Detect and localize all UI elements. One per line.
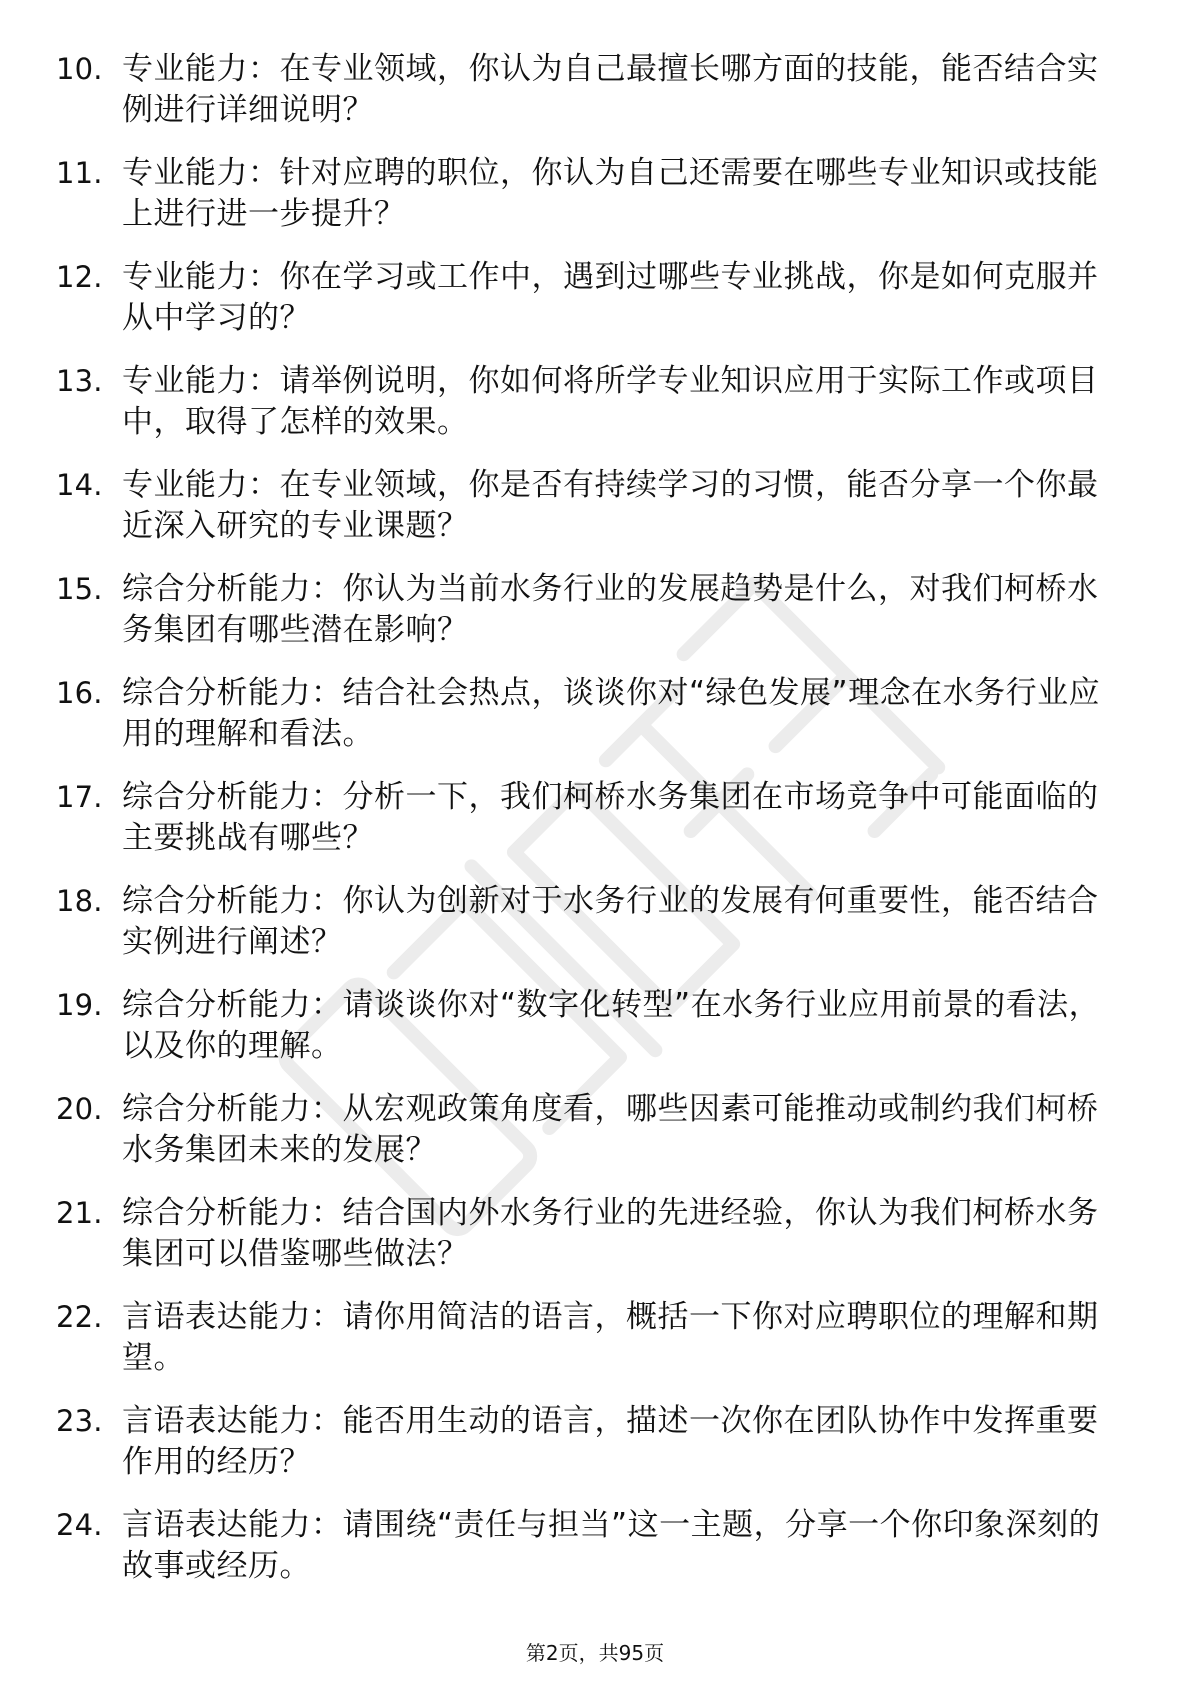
question-number: 17.	[56, 780, 103, 814]
question-number: 13.	[56, 364, 103, 398]
question-list	[56, 49, 1116, 1609]
question-item	[56, 465, 1116, 569]
question-number: 22.	[56, 1300, 103, 1334]
question-number: 24.	[56, 1508, 103, 1542]
question-number: 14.	[56, 468, 103, 502]
question-text: 综合分析能力：结合社会热点，谈谈你对“绿色发展”理念在水务行业应用的理解和看法。	[122, 675, 1101, 752]
question-number: 12.	[56, 260, 103, 294]
question-number: 16.	[56, 676, 103, 710]
question-item	[56, 1505, 1116, 1609]
question-number: 18.	[56, 884, 103, 918]
question-item	[56, 673, 1116, 777]
question-text: 综合分析能力：结合国内外水务行业的先进经验，你认为我们柯桥水务集团可以借鉴哪些做法？	[122, 1195, 1099, 1272]
question-number: 11.	[56, 156, 103, 190]
question-item	[56, 49, 1116, 153]
question-item	[56, 153, 1116, 257]
question-text: 综合分析能力：请谈谈你对“数字化转型”在水务行业应用前景的看法，以及你的理解。	[122, 987, 1101, 1064]
question-text: 言语表达能力：能否用生动的语言，描述一次你在团队协作中发挥重要作用的经历？	[122, 1403, 1099, 1480]
question-number: 19.	[56, 988, 103, 1022]
question-text: 综合分析能力：你认为当前水务行业的发展趋势是什么，对我们柯桥水务集团有哪些潜在影响？	[122, 571, 1099, 648]
question-text: 专业能力：针对应聘的职位，你认为自己还需要在哪些专业知识或技能上进行进一步提升？	[122, 155, 1099, 232]
question-text: 言语表达能力：请围绕“责任与担当”这一主题，分享一个你印象深刻的故事或经历。	[122, 1507, 1101, 1584]
question-item	[56, 1401, 1116, 1505]
question-text: 言语表达能力：请你用简洁的语言，概括一下你对应聘职位的理解和期望。	[122, 1299, 1099, 1376]
question-item	[56, 257, 1116, 361]
question-item	[56, 881, 1116, 985]
question-item	[56, 777, 1116, 881]
question-number: 23.	[56, 1404, 103, 1438]
question-number: 10.	[56, 52, 103, 86]
question-item	[56, 1297, 1116, 1401]
page-footer	[0, 1640, 1190, 1666]
question-text: 专业能力：你在学习或工作中，遇到过哪些专业挑战，你是如何克服并从中学习的？	[122, 259, 1099, 336]
question-text: 专业能力：在专业领域，你认为自己最擅长哪方面的技能，能否结合实例进行详细说明？	[122, 51, 1099, 128]
question-text: 综合分析能力：你认为创新对于水务行业的发展有何重要性，能否结合实例进行阐述？	[122, 883, 1099, 960]
question-number: 20.	[56, 1092, 103, 1126]
page-number: 第2页，共95页	[525, 1641, 665, 1665]
question-text: 综合分析能力：分析一下，我们柯桥水务集团在市场竞争中可能面临的主要挑战有哪些？	[122, 779, 1099, 856]
question-number: 21.	[56, 1196, 103, 1230]
question-item	[56, 1193, 1116, 1297]
question-item	[56, 361, 1116, 465]
question-number: 15.	[56, 572, 103, 606]
question-item	[56, 985, 1116, 1089]
question-text: 专业能力：请举例说明，你如何将所学专业知识应用于实际工作或项目中，取得了怎样的效果。	[122, 363, 1099, 440]
question-item	[56, 569, 1116, 673]
question-item	[56, 1089, 1116, 1193]
question-text: 专业能力：在专业领域，你是否有持续学习的习惯，能否分享一个你最近深入研究的专业课题？	[122, 467, 1099, 544]
question-text: 综合分析能力：从宏观政策角度看，哪些因素可能推动或制约我们柯桥水务集团未来的发展？	[122, 1091, 1099, 1168]
